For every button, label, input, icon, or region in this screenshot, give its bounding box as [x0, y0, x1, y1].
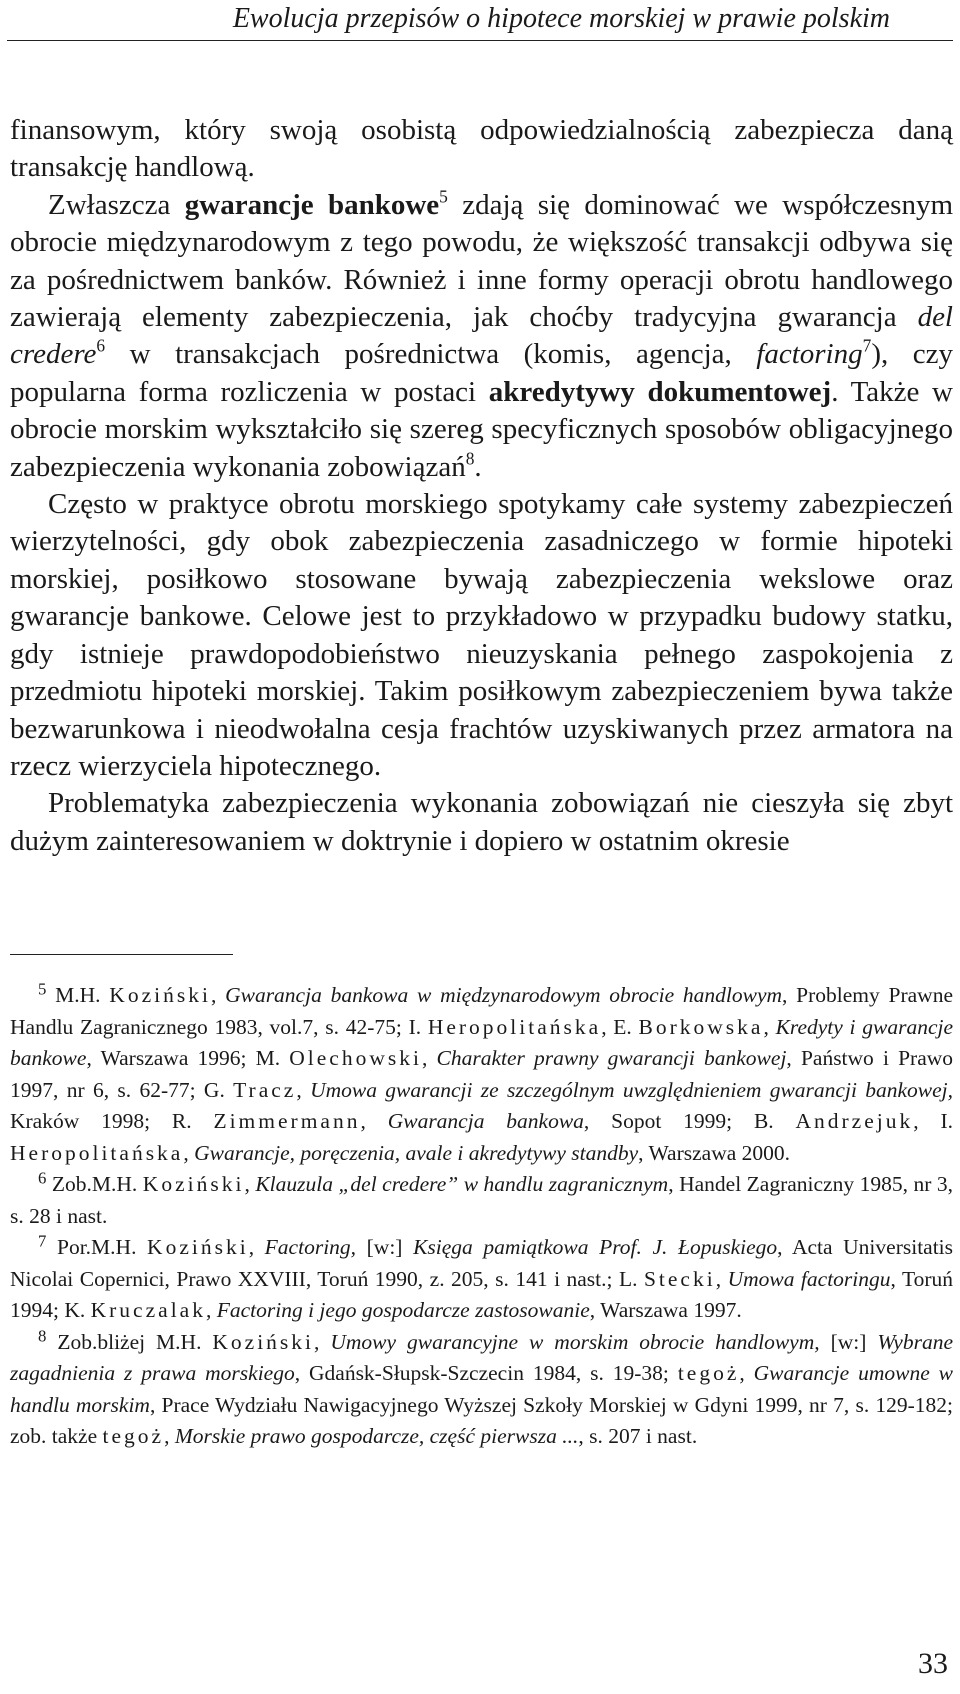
footnote-7: $^7$ Por.M.H. Koziński, Factoring, [w:] Księga pamiątkowa Prof. J. Łopuskiego, Acta Universitatis Nicolai Copernici, Prawo XXVIII, Toruń 1990, z. 205, s. 141 i nast.; L. Stecki, Umowa factoringu, Toruń 1994; K. Kruczalak, Factoring i jego gospodarcze zastosowanie, Warszawa 1997.	[10, 1231, 954, 1322]
header-rule	[7, 40, 953, 41]
footnote-rule	[10, 954, 233, 955]
body-text	[10, 112, 953, 860]
footnote-ref-6[interactable]: 6	[96, 336, 106, 357]
paragraph-3: Często w praktyce obrotu morskiego spotykamy całe systemy zabezpieczeń wierzytelności, gdy obok zabezpieczenia zasadniczego w formie hipoteki morskiej, posiłkowo stosowane bywają zabezpieczenia wekslowe oraz gwarancje bankowe. Celowe jest to przykładowo w przypadku budowy statku, gdy istnieje prawdopodobieństwo nieuzyskania pełnego zaspokojenia z przedmiotu hipoteki morskiej. Takim posiłkowym zabezpieczeniem bywa także bezwarunkowa i nieodwołalna cesja frachtów uzyskiwanych przez armatora na rzecz wierzyciela hipotecznego.	[10, 488, 953, 782]
term-del-credere: del credere	[10, 301, 953, 371]
footnote-8: $^8$ Zob.bliżej M.H. Koziński, Umowy gwarancyjne w morskim obrocie handlowym, [w:] Wybrane zagadnienia z prawa morskiego, Gdańsk-Słupsk-Szczecin 1984, s. 19-38; tegoż, Gwarancje umowne w handlu morskim, Prace Wydziału Nawigacyjnego Wyższej Szkoły Morskiej w Gdyni 1999, nr 7, s. 129-182; zob. także tegoż, Morskie prawo gospodarcze, część pierwsza ..., s. 207 i nast.	[10, 1325, 954, 1448]
footnote-6: $^6$ Zob.M.H. Koziński, Klauzula „del credere” w handlu zagranicznym, Handel Zagraniczny 1985, nr 3, s. 28 i nast.	[10, 1168, 953, 1228]
term-gwarancje-bankowe: gwarancje bankowe	[184, 188, 440, 221]
paragraph-4: Problematyka zabezpieczenia wykonania zobowiązań nie cieszyła się zbyt dużym zainteresowaniem w doktrynie i dopiero w ostatnim okresie	[10, 787, 953, 857]
paragraph-2: Zwłaszcza gwarancje bankowe$^5$ zdają się dominować we współczesnym obrocie międzynarodowym z tego powodu, że większość transakcji odbywa się za pośrednictwem banków. Również i inne formy operacji obrotu handlowego zawierają elementy zabezpieczenia, jak choćby tradycyjna gwarancja del credere$^6$ w transakcjach pośrednictwa (komis, agencja, factoring$^7$), czy popularna forma rozliczenia w postaci akredytywy dokumentowej. Także w obrocie morskim wykształciło się szereg specyficznych sposobów obligacyjnego zabezpieczenia wykonania zobowiązań$^8$.	[10, 186, 954, 483]
term-factoring: factoring	[756, 338, 863, 371]
paragraph-1: finansowym, który swoją osobistą odpowiedzialnością zabezpiecza daną transakcję handlową.	[10, 114, 953, 184]
term-akredytywy: akredytywy dokumentowej	[488, 375, 832, 408]
footnote-ref-5[interactable]: 5	[439, 186, 448, 207]
footnote-5: $^5$ M.H. Koziński, Gwarancja bankowa w międzynarodowym obrocie handlowym, Problemy Prawne Handlu Zagranicznego 1983, vol.7, s. 42-75; I. Heropolitańska, E. Borkowska, Kredyty i gwarancje bankowe, Warszawa 1996; M. Olechowski, Charakter prawny gwarancji bankowej, Państwo i Prawo 1997, nr 6, s. 62-77; G. Tracz, Umowa gwarancji ze szczególnym uwzględnieniem gwarancji bankowej, Kraków 1998; R. Zimmermann, Gwarancja bankowa, Sopot 1999; B. Andrzejuk, I. Heropolitańska, Gwarancje, poręczenia, avale i akredytywy standby, Warszawa 2000.	[10, 979, 954, 1165]
page-number: 33	[918, 1647, 948, 1680]
footnote-ref-8[interactable]: 8	[465, 448, 475, 469]
footnote-ref-7[interactable]: 7	[862, 336, 872, 357]
footnotes	[10, 980, 953, 1453]
running-header: Ewolucja przepisów o hipotece morskiej w prawie polskim	[232, 3, 890, 34]
